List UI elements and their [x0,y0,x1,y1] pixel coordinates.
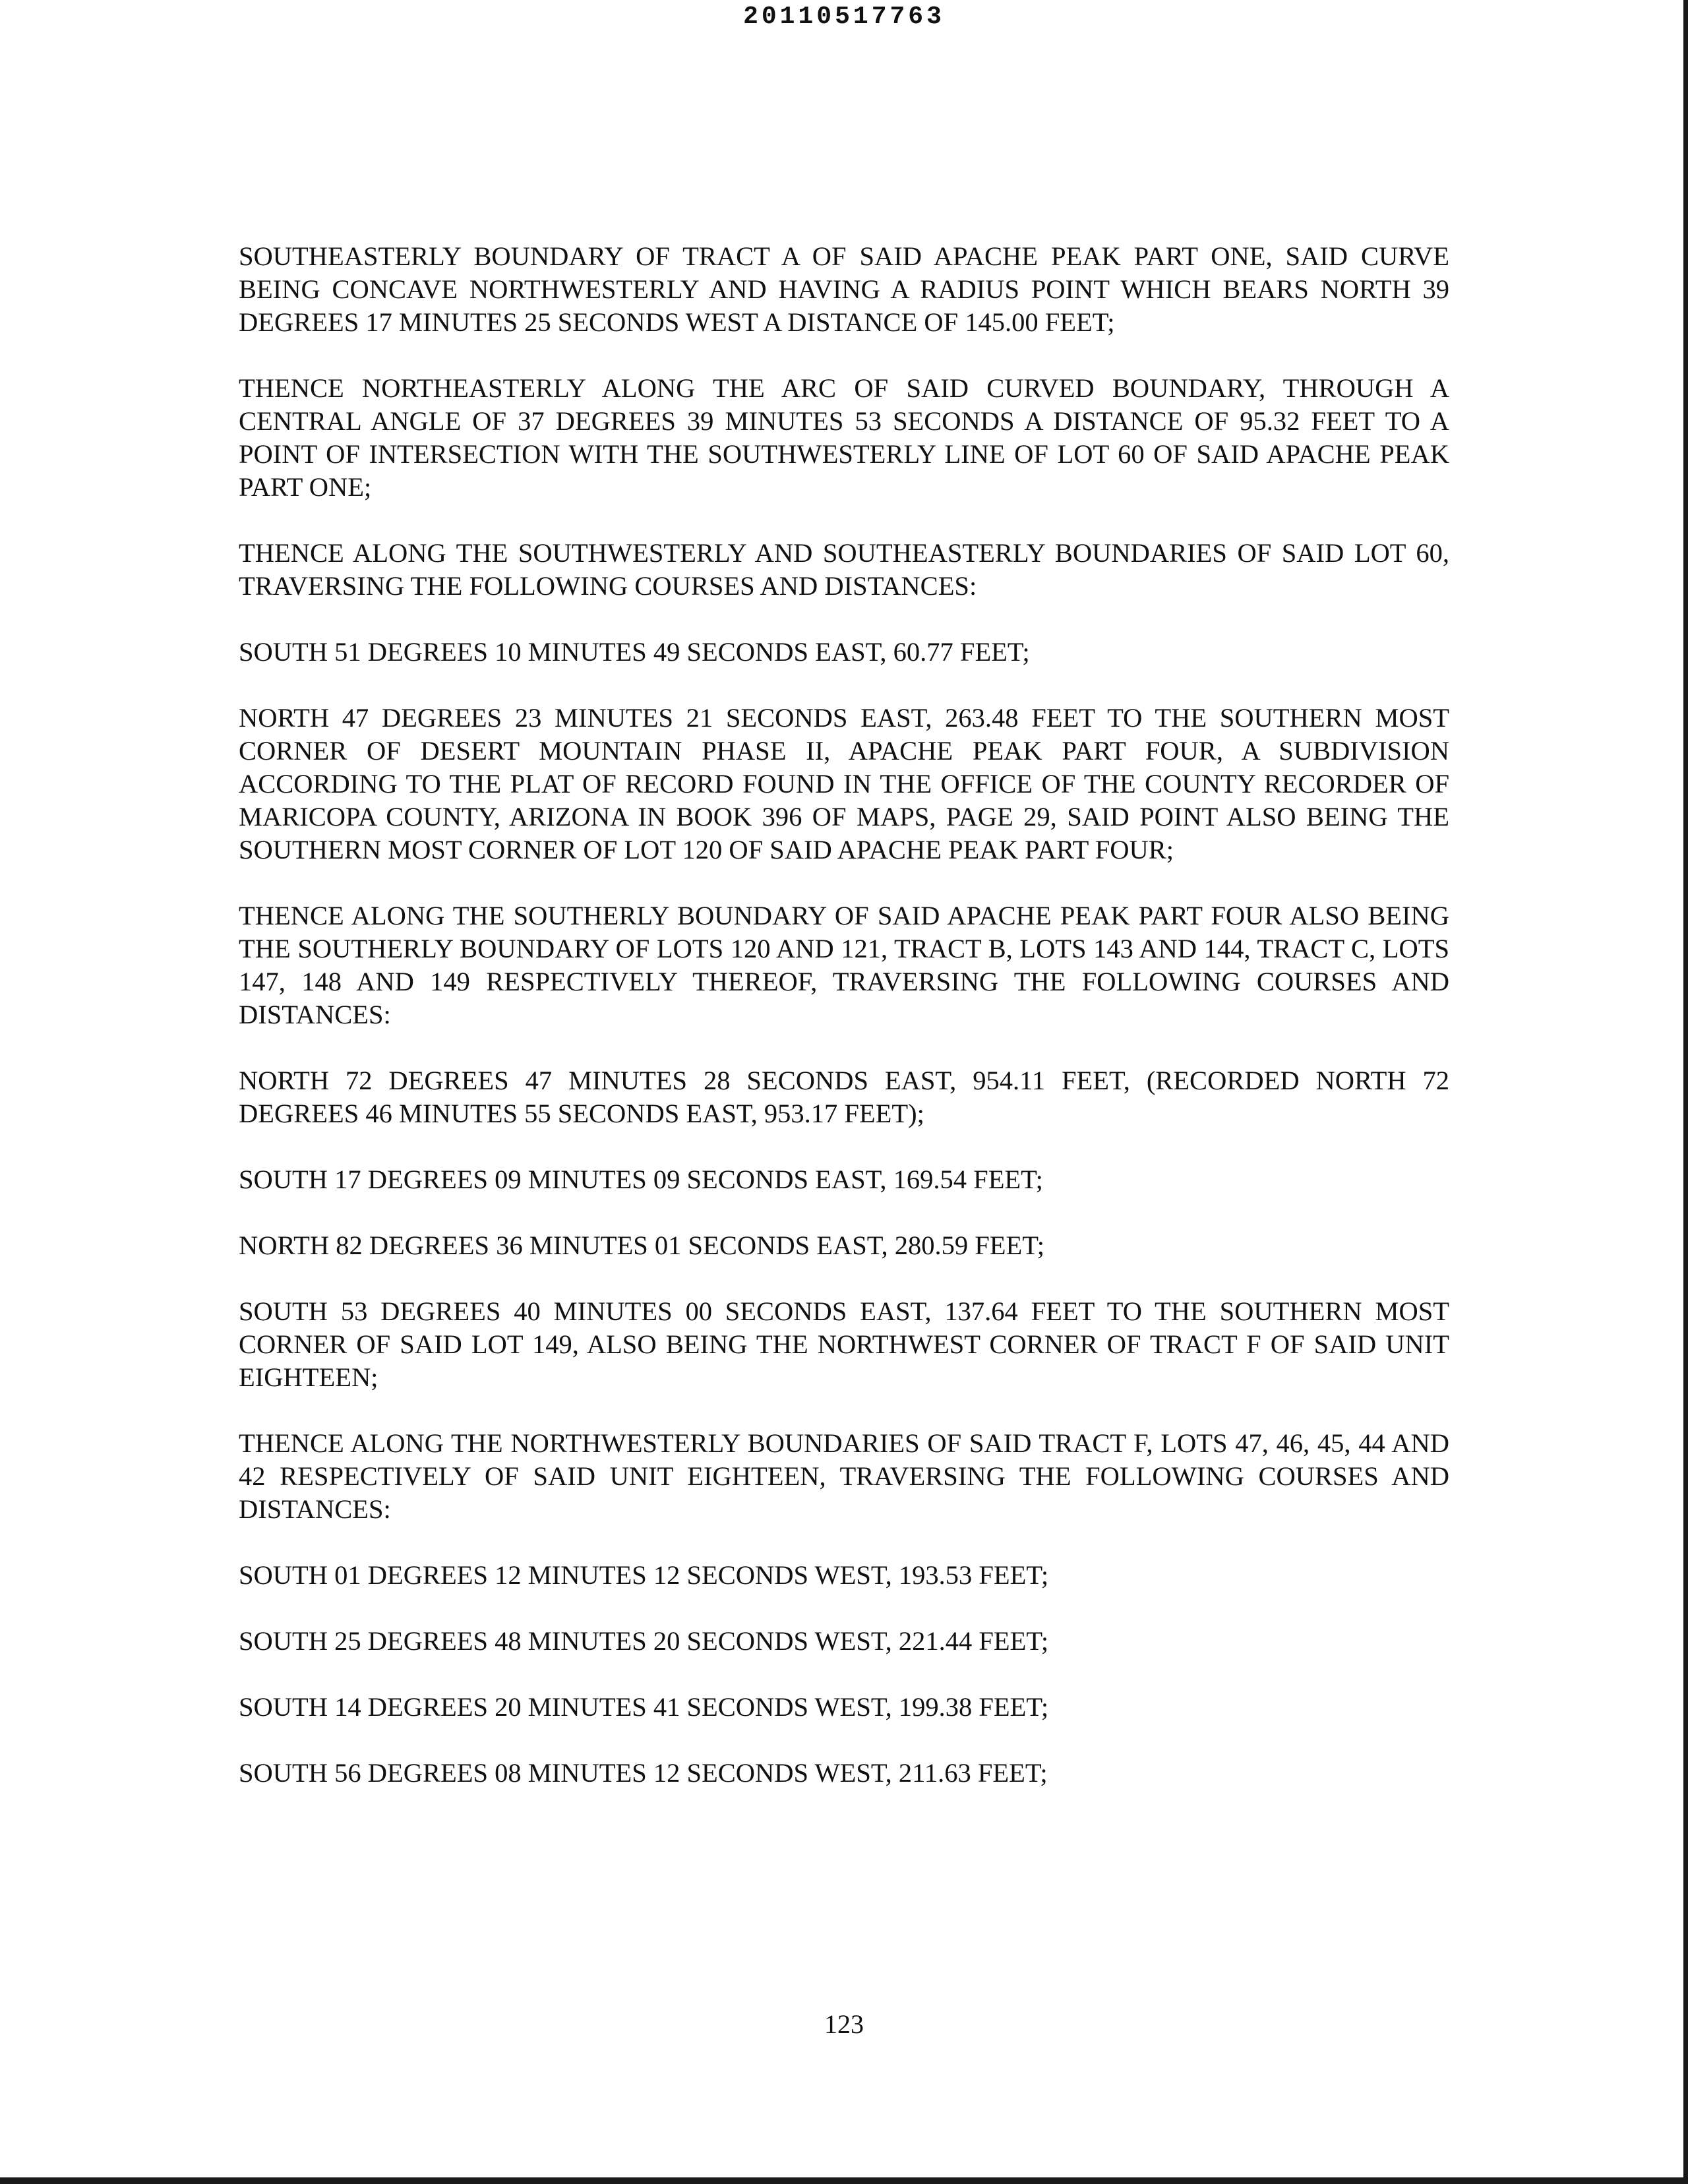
paragraph: THENCE ALONG THE NORTHWESTERLY BOUNDARIES OF SAID TRACT F, LOTS 47, 46, 45, 44 AND 42 RESPECTIVELY OF SAID UNIT EIGHTEEN, TRAVERSING THE FOLLOWING COURSES AND DISTANCES: [239,1428,1449,1524]
course-line: SOUTH 14 DEGREES 20 MINUTES 41 SECONDS WEST, 199.38 FEET; [239,1692,1049,1722]
legal-description-body [239,240,1449,1823]
scan-border-bottom [0,2177,1688,2184]
course-line: SOUTH 56 DEGREES 08 MINUTES 12 SECONDS WEST, 211.63 FEET; [239,1758,1048,1788]
recording-number: 20110517763 [743,3,945,31]
paragraph: THENCE ALONG THE SOUTHWESTERLY AND SOUTHEASTERLY BOUNDARIES OF SAID LOT 60, TRAVERSING THE FOLLOWING COURSES AND DISTANCES: [239,538,1449,601]
paragraph: SOUTHEASTERLY BOUNDARY OF TRACT A OF SAID APACHE PEAK PART ONE, SAID CURVE BEING CONCAVE NORTHWESTERLY AND HAVING A RADIUS POINT WHICH BEARS NORTH 39 DEGREES 17 MINUTES 25 SECONDS WEST A DISTANCE OF 145.00 FEET; [239,241,1449,337]
paragraph: THENCE NORTHEASTERLY ALONG THE ARC OF SAID CURVED BOUNDARY, THROUGH A CENTRAL ANGLE OF 37 DEGREES 39 MINUTES 53 SECONDS A DISTANCE OF 95.32 FEET TO A POINT OF INTERSECTION WITH THE SOUTHWESTERLY LINE OF LOT 60 OF SAID APACHE PEAK PART ONE; [239,373,1449,502]
course-line: NORTH 82 DEGREES 36 MINUTES 01 SECONDS EAST, 280.59 FEET; [239,1230,1044,1260]
course-line: SOUTH 17 DEGREES 09 MINUTES 09 SECONDS EAST, 169.54 FEET; [239,1165,1043,1194]
course-line: SOUTH 25 DEGREES 48 MINUTES 20 SECONDS WEST, 221.44 FEET; [239,1626,1049,1656]
paragraph: THENCE ALONG THE SOUTHERLY BOUNDARY OF SAID APACHE PEAK PART FOUR ALSO BEING THE SOUTHERLY BOUNDARY OF LOTS 120 AND 121, TRACT B, LOTS 143 AND 144, TRACT C, LOTS 147, 148 AND 149 RESPECTIVELY THEREOF, TRAVERSING THE FOLLOWING COURSES AND DISTANCES: [239,901,1449,1029]
page-number: 123 [824,2009,864,2039]
paragraph: SOUTH 53 DEGREES 40 MINUTES 00 SECONDS EAST, 137.64 FEET TO THE SOUTHERN MOST CORNER OF SAID LOT 149, ALSO BEING THE NORTHWEST CORNER OF TRACT F OF SAID UNIT EIGHTEEN; [239,1296,1449,1392]
paragraph: NORTH 47 DEGREES 23 MINUTES 21 SECONDS EAST, 263.48 FEET TO THE SOUTHERN MOST CORNER OF DESERT MOUNTAIN PHASE II, APACHE PEAK PART FOUR, A SUBDIVISION ACCORDING TO THE PLAT OF RECORD FOUND IN THE OFFICE OF THE COUNTY RECORDER OF MARICOPA COUNTY, ARIZONA IN BOOK 396 OF MAPS, PAGE 29, SAID POINT ALSO BEING THE SOUTHERN MOST CORNER OF LOT 120 OF SAID APACHE PEAK PART FOUR; [239,703,1449,864]
course-line: SOUTH 51 DEGREES 10 MINUTES 49 SECONDS EAST, 60.77 FEET; [239,637,1030,667]
scan-border-right [1683,0,1688,2184]
paragraph: NORTH 72 DEGREES 47 MINUTES 28 SECONDS EAST, 954.11 FEET, (RECORDED NORTH 72 DEGREES 46 MINUTES 55 SECONDS EAST, 953.17 FEET); [239,1066,1449,1128]
course-line: SOUTH 01 DEGREES 12 MINUTES 12 SECONDS WEST, 193.53 FEET; [239,1560,1049,1590]
